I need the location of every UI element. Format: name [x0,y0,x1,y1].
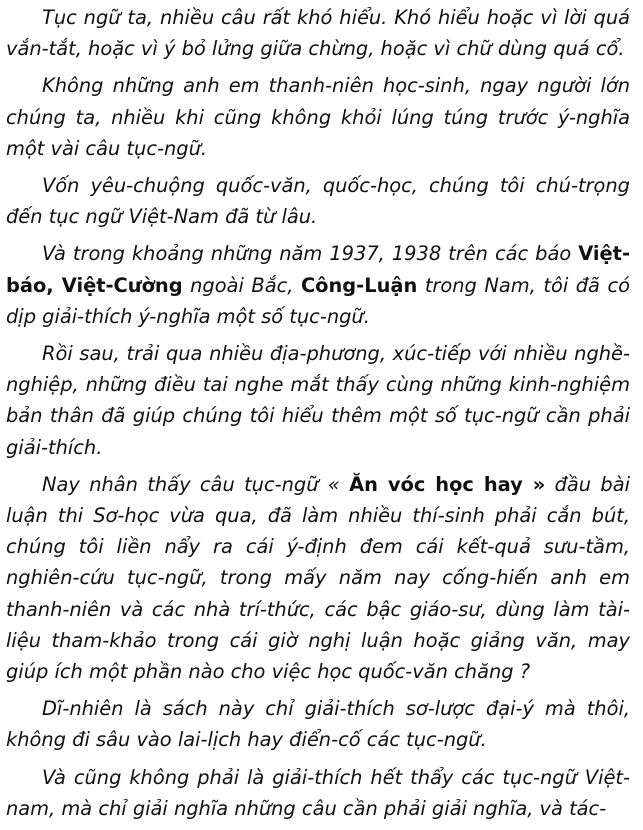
paragraph-3: Vốn yêu-chuộng quốc-văn, quốc-học, chúng tôi chú-trọng đến tục ngữ Việt-Nam đã từ lâu. [6,174,630,229]
paragraph-7: Dĩ-nhiên là sách này chỉ giải-thích sơ-lược đại-ý mà thôi, không đi sâu vào lai-lịch hay điển-cố các tục-ngữ. [6,697,630,752]
paragraph-4-text-c: ngoài Bắc, [182,273,301,297]
newspaper-names-north: Việt-báo, Việt-Cường [6,242,630,297]
paragraph-1: Tục ngữ ta, nhiều câu rất khó hiểu. Khó hiểu hoặc vì lời quá vắn-tắt, hoặc vì ý bỏ lửng giữa chừng, hoặc vì chữ dùng quá cổ. [6,6,630,61]
newspaper-name-south: Công-Luận [300,273,418,297]
paragraph-8: Và cũng không phải là giải-thích hết thẩy các tục-ngữ Việt-nam, mà chỉ giải nghĩa những câu cần phải giải nghĩa, và tác- [6,765,630,820]
paragraph-4 [6,238,630,332]
paragraph-2: Không những anh em thanh-niên học-sinh, ngay người lớn chúng ta, nhiều khi cũng không khỏi lúng túng trước ý-nghĩa một vài câu tục-ngữ. [6,74,630,160]
paragraph-6 [6,469,630,687]
paragraph-4-text-e: trong Nam, tôi đã có dịp giải-thích ý-nghĩa một số tục-ngữ. [6,273,630,328]
paragraph-6-text-c: đầu bài luận thi Sơ-học vừa qua, đã làm nhiều thí-sinh phải cắn bút, chúng tôi liền nẩy ra cái ý-định đem cái kết-quả sưu-tầm, nghiên-cứu tục-ngữ, trong mấy năm nay cống-hiến anh em thanh-niên và các nhà trí-thức, các bậc giáo-sư, dùng làm tài-liệu tham-khảo trong cái giờ nghị luận hoặc giảng văn, may giúp ích một phần nào cho việc học quốc-văn chăng ? [6,472,630,684]
paragraph-4-text-a: Và trong khoảng những năm 1937, 1938 trên các báo [42,242,579,266]
document-page [6,0,630,830]
paragraph-6-text-a: Nay nhân thấy câu tục-ngữ « [42,472,350,496]
paragraph-5: Rồi sau, trải qua nhiều địa-phương, xúc-tiếp với nhiều nghề-nghiệp, những điều tai nghe mắt thấy cùng những kinh-nghiệm bản thân đã giúp chúng tôi hiểu thêm một số tục-ngữ cần phải giải-thích. [6,342,630,459]
proverb-title: Ăn vóc học hay » [349,472,546,496]
